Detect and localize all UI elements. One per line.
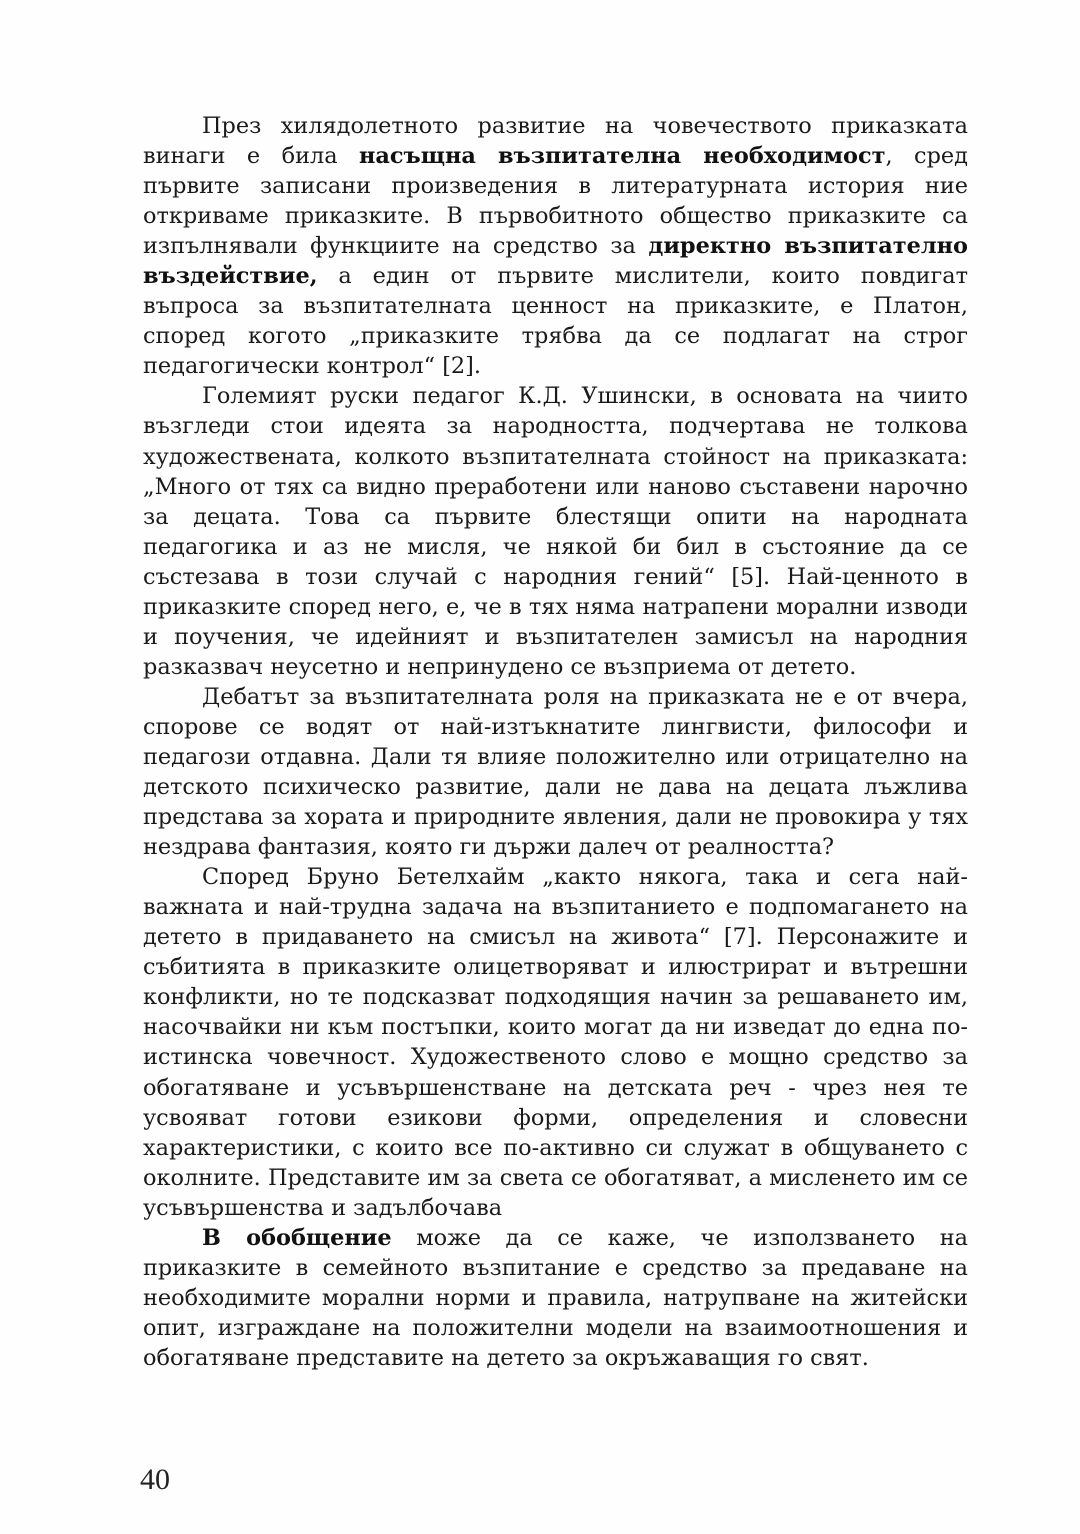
paragraph-4-text: Според Бруно Бетелхайм „както някога, така и сега най-важната и най-трудна задача на възпитанието е подпомагането на детето в придаването на смисъл на живота“ [7]. Персонажите и събитията в приказките олицетворяват и илюстрират и вътрешни конфликти, но те подсказват подходящия начин за решаването им, насочвайки ни към постъпки, които могат да ни изведат до една по-истинска човечност. Художественото слово е мощно средство за обогатяване и усъвършенстване на детската реч - чрез нея те усвояват готови езикови форми, определения и словесни характеристики, с които все по-активно си служат в общуването с околните. Представите им за света се обогатяват, а мисленето им се усъвършенства и задълбочава [143,864,968,1221]
paragraph-1-bold-b: директно възпитателно въздействие, [143,233,968,290]
paragraph-5-bold: В обобщение [202,1224,392,1251]
page-number: 40 [140,1463,170,1496]
paragraph-2-text: Големият руски педагог К.Д. Ушински, в основата на чиито възгледи стои идеята за народността, подчертава не толкова художествената, колкото възпитателната стойност на приказката: „Много от тях са видно преработени или наново съставени нарочно за децата. Това са първите блестящи опити на народната педагогика и аз не мисля, че някой би бил в състояние да се състезава в този случай с народния гений“ [5]. Най-ценното в приказките според него, е, че в тях няма натрапени морални изводи и поучения, че идейният и възпитателен замисъл на народния разказвач неусетно и непринудено се възприема от детето. [143,383,968,680]
body-text [143,111,968,1373]
paragraph-5 [143,1223,968,1373]
paragraph-5-text: може да се каже, че използването на приказките в семейното възпитание е средство за предаване на необходимите морални норми и правила, натрупване на житейски опит, изграждане на положителни модели на взаимоотношения и обогатяване представите на детето за окръжаващия го свят. [143,1224,968,1371]
paragraph-2 [143,381,968,681]
paragraph-3 [143,682,968,862]
paragraph-1 [143,111,968,381]
paragraph-4 [143,862,968,1223]
paragraph-3-text: Дебатът за възпитателната роля на приказката не е от вчера, спорове се водят от най-изтъкнатите лингвисти, философи и педагози отдавна. Дали тя влияе положително или отрицателно на детското психическо развитие, дали не дава на децата лъжлива представа за хората и природните явления, дали не провокира у тях нездрава фантазия, която ги държи далеч от реалността? [143,683,968,861]
paragraph-1-text-b: , сред първите записани произведения в литературната история ние откриваме приказките. В първобитното общество приказките са изпълнявали функциите на средство за [143,143,968,260]
paragraph-1-bold-a: насъщна възпитателна необходимост [359,143,886,170]
paragraph-1-text-c: а един от първите мислители, които повдигат въпроса за възпитателната ценност на приказките, е Платон, според когото „приказките трябва да се подлагат на строг педагогически контрол“ [2]. [143,263,968,380]
paragraph-1-text-a: През хилядолетното развитие на човечеството приказката винаги е била [143,113,968,170]
